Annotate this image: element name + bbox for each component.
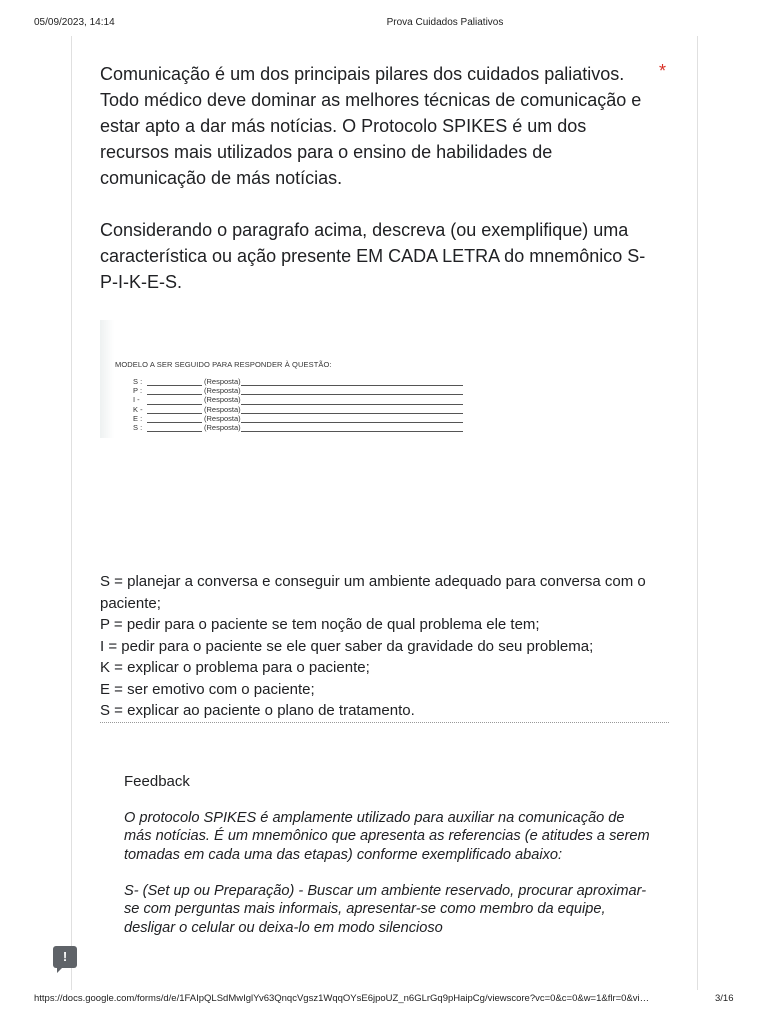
- model-row-line: [147, 378, 202, 386]
- answer-line: S = planejar a conversa e conseguir um ambiente adequado para conversa com o paciente;: [100, 573, 646, 612]
- print-page-number: 3/16: [715, 993, 734, 1004]
- model-row-line: [241, 424, 463, 432]
- model-row-line: [241, 378, 463, 386]
- model-row: [133, 395, 463, 404]
- model-row-line: [241, 397, 463, 405]
- answer-line: K = explicar o problema para o paciente;: [100, 659, 370, 676]
- model-row-line: [147, 387, 202, 395]
- model-row: [133, 386, 463, 395]
- model-row-letter: P :: [133, 386, 143, 396]
- answer-text: [100, 571, 660, 722]
- answer-line: S = explicar ao paciente o plano de tratamento.: [100, 702, 415, 719]
- required-asterisk: *: [659, 61, 667, 81]
- model-row-label: (Resposta): [204, 423, 241, 433]
- print-document-title: Prova Cuidados Paliativos: [386, 17, 504, 28]
- model-row-letter: S :: [133, 377, 143, 386]
- model-row-label: (Resposta): [204, 404, 241, 414]
- model-row-line: [147, 415, 202, 423]
- model-row: [133, 377, 463, 386]
- question-paragraph-2: Considerando o paragrafo acima, descreva (ou exemplifique) uma característica ou ação presente EM CADA LETRA do mnemônico S-P-I-K-E-S.: [100, 220, 646, 292]
- feedback-paragraph-1: O protocolo SPIKES é amplamente utilizado para auxiliar na comunicação de más notícias. É um mnemônico que apresenta as referencias (e atitudes a serem tomadas em cada uma das etapas) conforme exemplificado abaixo:: [124, 810, 650, 863]
- model-row-line: [241, 406, 463, 414]
- answer-line: I = pedir para o paciente se ele quer saber da gravidade do seu problema;: [100, 637, 594, 655]
- report-problem-button[interactable]: [53, 946, 77, 968]
- feedback-heading: Feedback: [124, 773, 190, 790]
- model-row-line: [241, 387, 463, 395]
- feedback-paragraph-2: S- (Set up ou Preparação) - Buscar um ambiente reservado, procurar aproximar-se com perguntas mais informais, apresentar-se como membro da equipe, desligar o celular ou deixa-lo em modo silencioso: [124, 883, 647, 936]
- card-border-right: [697, 36, 698, 990]
- question-text: [100, 61, 660, 295]
- model-row-label: (Resposta): [204, 395, 241, 405]
- model-row-label: (Resposta): [204, 413, 241, 423]
- model-rows: [133, 377, 463, 432]
- model-row-line: [147, 424, 202, 432]
- model-row: [133, 405, 463, 414]
- model-row-letter: E :: [133, 413, 143, 423]
- answer-line: E = ser emotivo com o paciente;: [100, 680, 315, 698]
- question-image: [100, 320, 475, 438]
- question-paragraph-1: Comunicação é um dos principais pilares dos cuidados paliativos. Todo médico deve dominar as melhores técnicas de comunicação e estar apto a dar más notícias. O Protocolo SPIKES é um dos recursos mais utilizados para o ensino de habilidades de comunicação de más notícias.: [100, 64, 642, 188]
- model-row-letter: S :: [133, 423, 143, 433]
- answer-line: P = pedir para o paciente se tem noção de qual problema ele tem;: [100, 616, 540, 633]
- model-row-line: [147, 397, 202, 405]
- card-border-left: [71, 36, 72, 990]
- print-datetime: 05/09/2023, 14:14: [34, 17, 115, 28]
- feedback-body: [124, 809, 654, 937]
- model-row-label: (Resposta): [204, 386, 241, 396]
- model-title: MODELO A SER SEGUIDO PARA RESPONDER À QUESTÃO:: [115, 360, 332, 369]
- model-row-label: (Resposta): [204, 377, 241, 386]
- model-row: [133, 414, 463, 423]
- model-row-letter: K -: [133, 404, 143, 414]
- model-row-letter: I -: [133, 395, 140, 405]
- model-row-line: [147, 406, 202, 414]
- model-row-line: [241, 415, 463, 423]
- report-problem-icon: !: [62, 949, 68, 964]
- model-row: [133, 423, 463, 432]
- answer-divider: [100, 722, 669, 723]
- print-footer-url: https://docs.google.com/forms/d/e/1FAIpQLSdMwIglYv63QnqcVgsz1WqqOYsE6jpoUZ_n6GLrGq9pHaipCg/viewscore?vc=0&c=0&w=1&flr=0&vi…: [34, 993, 650, 1004]
